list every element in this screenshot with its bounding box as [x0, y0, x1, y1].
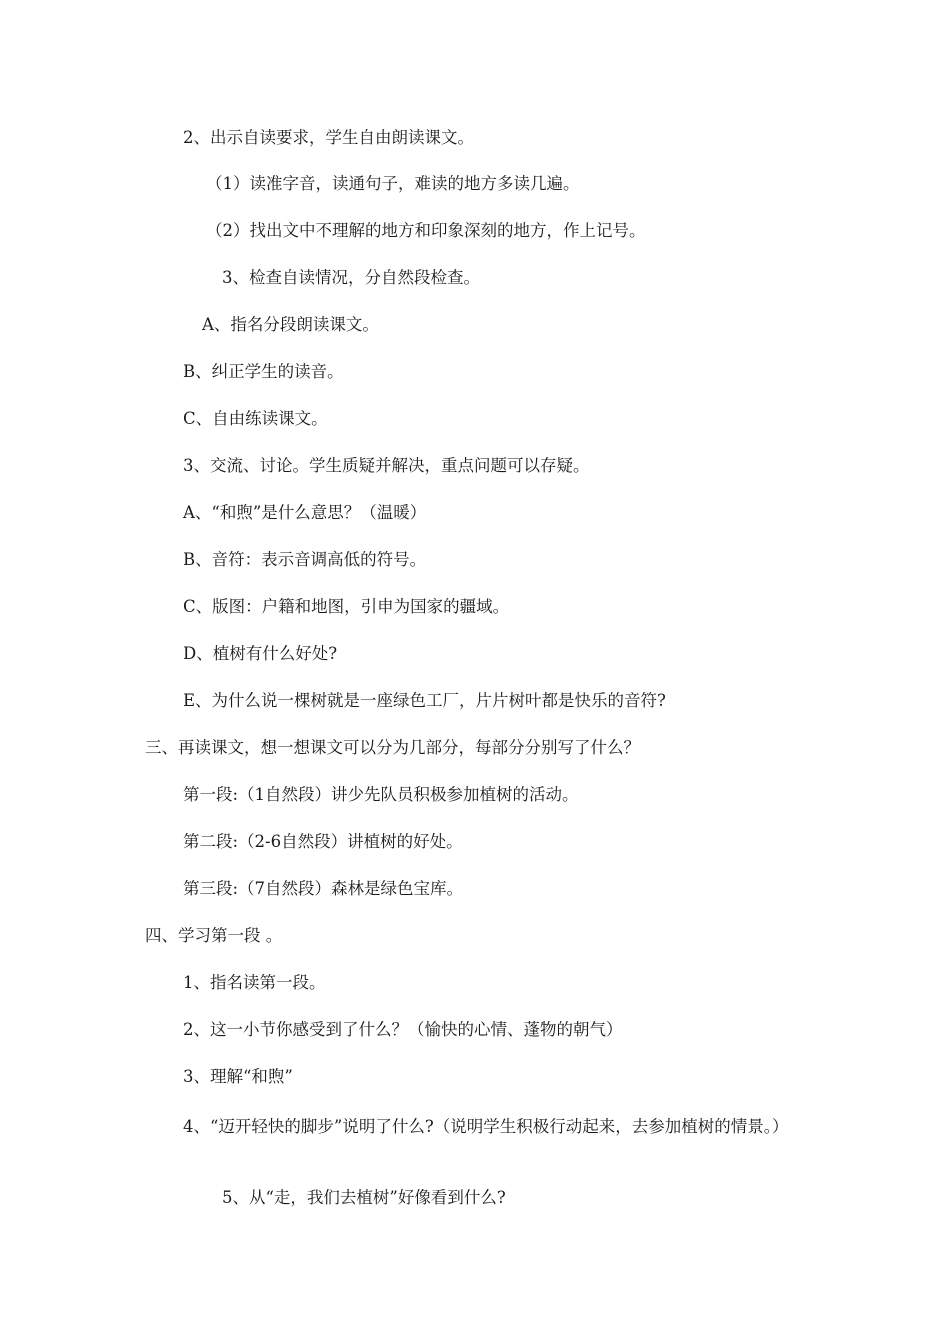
text-line: B、纠正学生的读音。 — [183, 362, 344, 381]
text-line: 第三段:（7自然段）森林是绿色宝库。 — [183, 879, 464, 898]
text-line: （1）读准字音，读通句子，难读的地方多读几遍。 — [206, 174, 580, 193]
text-line: C、自由练读课文。 — [183, 409, 328, 428]
text-line: 第一段:（1自然段）讲少先队员积极参加植树的活动。 — [183, 785, 579, 804]
text-line: A、“和煦”是什么意思？（温暖） — [183, 503, 427, 522]
section-heading: 三、再读课文，想一想课文可以分为几部分，每部分分别写了什么？ — [145, 738, 640, 757]
text-line: 3、理解“和煦” — [183, 1067, 293, 1086]
text-line: 3、检查自读情况，分自然段检查。 — [222, 268, 480, 287]
text-line: 2、这一小节你感受到了什么？（愉快的心情、蓬物的朝气） — [183, 1020, 623, 1039]
text-line: D、植树有什么好处? — [183, 644, 338, 663]
text-line: B、音符：表示音调高低的符号。 — [183, 550, 427, 569]
text-line: 1、指名读第一段。 — [183, 973, 326, 992]
text-line: （2）找出文中不理解的地方和印象深刻的地方，作上记号。 — [206, 221, 646, 240]
text-line: 4、“迈开轻快的脚步”说明了什么?（说明学生积极行动起来，去参加植树的情景。） — [183, 1117, 789, 1136]
text-line: 第二段:（2-6自然段）讲植树的好处。 — [183, 832, 463, 851]
text-line: 2、出示自读要求，学生自由朗读课文。 — [183, 128, 474, 147]
text-line: E、为什么说一棵树就是一座绿色工厂，片片树叶都是快乐的音符? — [183, 691, 666, 710]
text-line: A、指名分段朗读课文。 — [202, 315, 379, 334]
text-line: 3、交流、讨论。学生质疑并解决，重点问题可以存疑。 — [183, 456, 590, 475]
text-line: 5、从“走，我们去植树”好像看到什么? — [222, 1188, 506, 1207]
text-line: C、版图：户籍和地图，引申为国家的疆域。 — [183, 597, 510, 616]
section-heading: 四、学习第一段 。 — [145, 926, 283, 945]
